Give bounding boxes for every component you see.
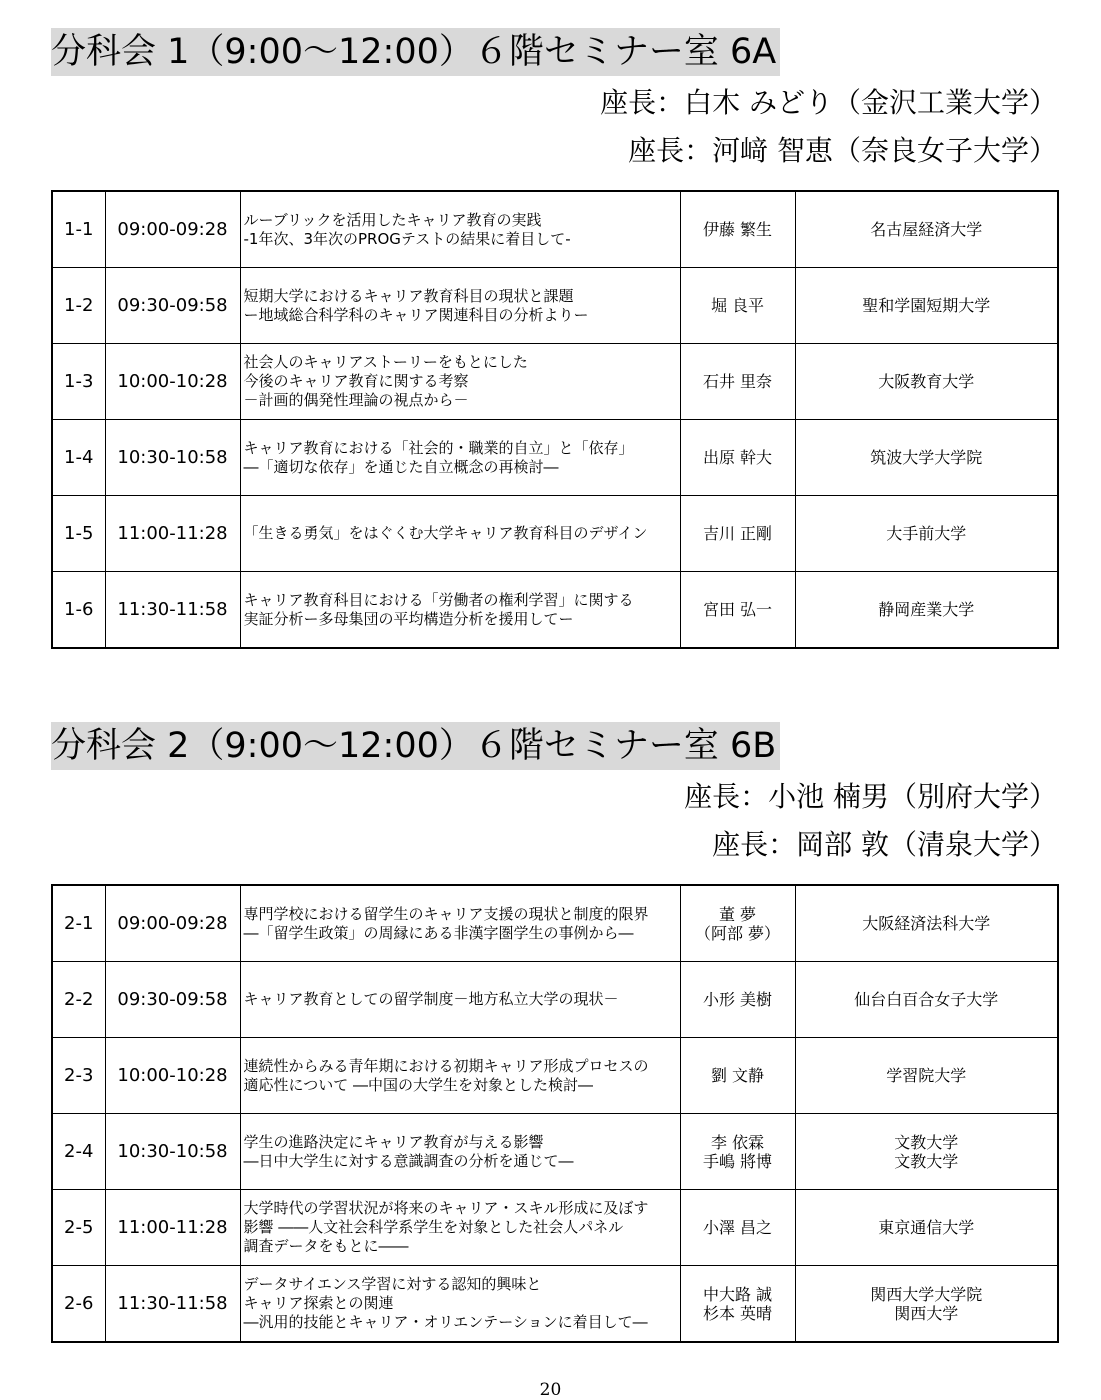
table-row bbox=[52, 962, 1058, 1038]
table-row bbox=[52, 885, 1058, 962]
table-row bbox=[52, 420, 1058, 496]
affiliation bbox=[795, 268, 1058, 344]
presentation-number: 2-2 bbox=[52, 962, 105, 1038]
affiliation-name: 学習院大学 bbox=[886, 1066, 967, 1085]
presentation-title bbox=[240, 191, 680, 268]
title-line: ―「適切な依存」を通じた自立概念の再検討― bbox=[243, 457, 559, 476]
title-line: ―「留学生政策」の周縁にある非漢字圏学生の事例から― bbox=[243, 923, 634, 942]
presentation-number: 1-4 bbox=[52, 420, 105, 496]
presenter-name: 吉川 正剛 bbox=[702, 524, 773, 543]
affiliation bbox=[795, 420, 1058, 496]
schedule-table bbox=[51, 884, 1059, 1343]
presenter-name: 董 夢 bbox=[718, 904, 757, 924]
table-row bbox=[52, 1038, 1058, 1114]
presenter-name: 劉 文静 bbox=[710, 1066, 765, 1085]
title-line: 学生の進路決定にキャリア教育が与える影響 bbox=[243, 1132, 544, 1151]
presenter-name: 中大路 誠 bbox=[702, 1284, 773, 1304]
affiliation-name: 名古屋経済大学 bbox=[870, 220, 983, 239]
affiliation-name: 関西大学 bbox=[894, 1303, 959, 1323]
chair-2: 座長：岡部 敦（清泉大学） bbox=[712, 828, 1057, 861]
presenter bbox=[680, 1038, 795, 1114]
presenter bbox=[680, 420, 795, 496]
title-line: 大学時代の学習状況が将来のキャリア・スキル形成に及ぼす bbox=[243, 1199, 649, 1217]
presentation-title bbox=[240, 344, 680, 420]
presentation-time: 11:30-11:58 bbox=[105, 1266, 240, 1343]
presentation-title bbox=[240, 268, 680, 344]
presenter bbox=[680, 1190, 795, 1266]
table-row bbox=[52, 1114, 1058, 1190]
presentation-time: 10:00-10:28 bbox=[105, 1038, 240, 1114]
affiliation-name: 静岡産業大学 bbox=[878, 600, 975, 619]
presenter-name: 堀 良平 bbox=[710, 296, 765, 315]
affiliation bbox=[795, 1038, 1058, 1114]
chair-2: 座長：河﨑 智恵（奈良女子大学） bbox=[628, 134, 1057, 167]
presentation-number: 2-5 bbox=[52, 1190, 105, 1266]
session-title: 分科会 2（9:00～12:00）６階セミナー室 6B bbox=[51, 722, 780, 770]
table-row bbox=[52, 572, 1058, 649]
presentation-title bbox=[240, 1114, 680, 1190]
table-row bbox=[52, 496, 1058, 572]
presentation-title bbox=[240, 885, 680, 962]
title-line: 短期大学におけるキャリア教育科目の現状と課題 bbox=[243, 286, 574, 305]
affiliation-name: 東京通信大学 bbox=[878, 1218, 975, 1237]
presentation-time: 09:30-09:58 bbox=[105, 268, 240, 344]
presentation-time: 10:30-10:58 bbox=[105, 1114, 240, 1190]
affiliation bbox=[795, 962, 1058, 1038]
presenter-name: 出原 幹大 bbox=[702, 448, 773, 467]
affiliation-name: 大手前大学 bbox=[886, 524, 967, 543]
title-line: キャリア探索との関連 bbox=[243, 1294, 394, 1312]
affiliation bbox=[795, 1114, 1058, 1190]
presentation-time: 11:30-11:58 bbox=[105, 572, 240, 649]
title-line: －計画的偶発性理論の視点から－ bbox=[243, 391, 469, 409]
affiliation-name: 文教大学 bbox=[894, 1151, 959, 1171]
presentation-time: 10:30-10:58 bbox=[105, 420, 240, 496]
presentation-number: 1-3 bbox=[52, 344, 105, 420]
affiliation-name: 聖和学園短期大学 bbox=[862, 296, 991, 315]
title-line: データサイエンス学習に対する認知的興味と bbox=[243, 1275, 542, 1293]
title-line: 専門学校における留学生のキャリア支援の現状と制度的限界 bbox=[243, 904, 649, 923]
title-line: ルーブリックを活用したキャリア教育の実践 bbox=[243, 210, 542, 229]
presentation-time: 09:00-09:28 bbox=[105, 191, 240, 268]
presenter bbox=[680, 962, 795, 1038]
title-line: ―日中大学生に対する意識調査の分析を通じて― bbox=[243, 1151, 574, 1170]
presenter bbox=[680, 1266, 795, 1343]
presentation-title bbox=[240, 1038, 680, 1114]
presentation-time: 11:00-11:28 bbox=[105, 496, 240, 572]
affiliation bbox=[795, 572, 1058, 649]
presentation-number: 1-2 bbox=[52, 268, 105, 344]
affiliation-name: 筑波大学大学院 bbox=[870, 448, 983, 467]
chair-1: 座長：白木 みどり（金沢工業大学） bbox=[600, 86, 1057, 119]
presenter bbox=[680, 344, 795, 420]
presentation-number: 2-4 bbox=[52, 1114, 105, 1190]
presentation-number: 2-3 bbox=[52, 1038, 105, 1114]
title-line: ー地域総合科学科のキャリア関連科目の分析よりー bbox=[243, 305, 589, 324]
presenter-name: 伊藤 繁生 bbox=[702, 220, 773, 239]
table-row bbox=[52, 1190, 1058, 1266]
presenter bbox=[680, 268, 795, 344]
presentation-number: 2-6 bbox=[52, 1266, 105, 1343]
title-line: 適応性について ―中国の大学生を対象とした検討― bbox=[243, 1075, 593, 1094]
table-row bbox=[52, 1266, 1058, 1343]
presenter-name: （阿部 夢） bbox=[694, 923, 781, 943]
affiliation bbox=[795, 885, 1058, 962]
presentation-time: 09:30-09:58 bbox=[105, 962, 240, 1038]
table-row bbox=[52, 191, 1058, 268]
affiliation-name: 大阪教育大学 bbox=[878, 372, 975, 391]
presenter-name: 石井 里奈 bbox=[702, 372, 773, 391]
presenter-name: 小形 美樹 bbox=[702, 990, 773, 1009]
presenter bbox=[680, 1114, 795, 1190]
title-line: 影響 ――人文社会科学系学生を対象とした社会人パネル bbox=[243, 1218, 624, 1236]
presentation-time: 10:00-10:28 bbox=[105, 344, 240, 420]
affiliation bbox=[795, 344, 1058, 420]
session-title: 分科会 1（9:00～12:00）６階セミナー室 6A bbox=[51, 28, 780, 76]
presenter bbox=[680, 496, 795, 572]
affiliation-name: 関西大学大学院 bbox=[870, 1284, 983, 1304]
presenter bbox=[680, 191, 795, 268]
page-number: 20 bbox=[539, 1380, 562, 1400]
affiliation-name: 大阪経済法科大学 bbox=[862, 914, 991, 933]
affiliation bbox=[795, 191, 1058, 268]
presenter-name: 手嶋 將博 bbox=[702, 1151, 773, 1171]
presenter bbox=[680, 572, 795, 649]
presenter bbox=[680, 885, 795, 962]
presentation-title bbox=[240, 572, 680, 649]
presenter-name: 小澤 昌之 bbox=[702, 1218, 773, 1237]
presentation-title bbox=[240, 496, 680, 572]
title-line: 調査データをもとに―― bbox=[243, 1237, 409, 1255]
table-row bbox=[52, 268, 1058, 344]
presentation-number: 1-6 bbox=[52, 572, 105, 649]
title-line: 連続性からみる青年期における初期キャリア形成プロセスの bbox=[243, 1056, 649, 1075]
affiliation bbox=[795, 1266, 1058, 1343]
presentation-number: 2-1 bbox=[52, 885, 105, 962]
title-line: キャリア教育における「社会的・職業的自立」と「依存」 bbox=[243, 438, 634, 457]
presentation-time: 09:00-09:28 bbox=[105, 885, 240, 962]
affiliation-name: 文教大学 bbox=[894, 1132, 959, 1152]
presentation-title bbox=[240, 962, 680, 1038]
presenter-name: 杉本 英晴 bbox=[702, 1303, 773, 1323]
presentation-time: 11:00-11:28 bbox=[105, 1190, 240, 1266]
presenter-name: 宮田 弘一 bbox=[702, 600, 773, 619]
presenter-name: 李 依霖 bbox=[710, 1132, 765, 1152]
table-row bbox=[52, 344, 1058, 420]
title-line: 「生きる勇気」をはぐくむ大学キャリア教育科目のデザイン bbox=[243, 524, 648, 542]
chair-1: 座長：小池 楠男（別府大学） bbox=[684, 780, 1057, 813]
title-line: 今後のキャリア教育に関する考察 bbox=[243, 372, 469, 390]
presentation-title bbox=[240, 1266, 680, 1343]
affiliation bbox=[795, 1190, 1058, 1266]
title-line: -1年次、3年次のPROGテストの結果に着目して- bbox=[243, 229, 571, 248]
affiliation-name: 仙台白百合女子大学 bbox=[854, 990, 999, 1009]
schedule-table bbox=[51, 190, 1059, 649]
presentation-title bbox=[240, 420, 680, 496]
title-line: ―汎用的技能とキャリア・オリエンテーションに着目して― bbox=[243, 1313, 648, 1331]
title-line: 社会人のキャリアストーリーをもとにした bbox=[243, 353, 528, 371]
presentation-number: 1-5 bbox=[52, 496, 105, 572]
title-line: キャリア教育としての留学制度－地方私立大学の現状－ bbox=[243, 990, 619, 1008]
title-line: キャリア教育科目における「労働者の権利学習」に関する bbox=[243, 590, 634, 609]
presentation-title bbox=[240, 1190, 680, 1266]
affiliation bbox=[795, 496, 1058, 572]
presentation-number: 1-1 bbox=[52, 191, 105, 268]
title-line: 実証分析ー多母集団の平均構造分析を援用してー bbox=[243, 609, 574, 628]
